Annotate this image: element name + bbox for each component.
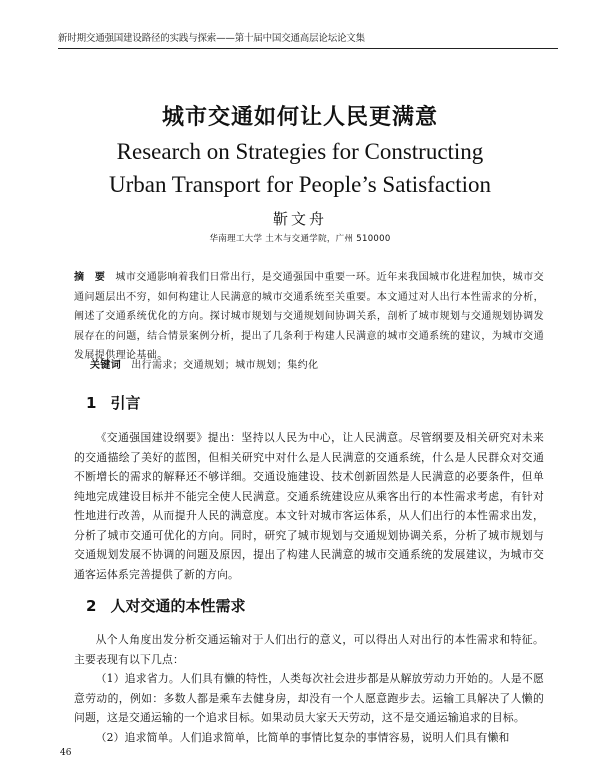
author-name: 靳文舟	[272, 210, 327, 228]
page-number: 46	[60, 748, 72, 758]
header-divider	[58, 48, 558, 49]
abstract-text: 城市交通影响着我们日常出行，是交通强国中重要一环。近年来我国城市化进程加快，城市交通问题层出不穷，如何构建让人民满意的城市交通系统至关重要。本文通过对人出行本性需求的分析，阐述了交通系统优化的方向。探讨城市规划与交通规划间协调关系，剖析了城市规划与交通规划协调发展存在的问题，结合情景案例分析，提出了几条利于构建人民满意的城市交通系统的建议，为城市交通发展提供理论基础。	[74, 272, 544, 361]
section-1-title: 引言	[110, 394, 141, 412]
abstract	[74, 268, 544, 366]
abstract-label: 摘 要	[74, 272, 106, 283]
keywords-text: 出行需求；交通规划；城市规划；集约化	[131, 360, 319, 371]
section-2-paragraph-1: 从个人角度出发分析交通运输对于人们出行的意义，可以得出人对出行的本性需求和特征。主要表现有以下几点：	[74, 633, 544, 666]
keywords	[90, 356, 550, 371]
section-1-number: 1	[86, 394, 97, 412]
running-header: 新时期交通强国建设路径的实践与探索——第十届中国交通高层论坛论文集	[58, 33, 365, 44]
section-2-paragraph-3: （2）追求简单。人们追求简单，比简单的事情比复杂的事情容易，说明人们具有懒和	[95, 731, 510, 744]
title-english-line-2: Urban Transport for People’s Satisfaction	[108, 172, 491, 197]
section-2-heading	[86, 595, 245, 616]
section-2-paragraph-2: （1）追求省力。人们具有懒的特性，人类每次社会进步都是从解放劳动力开始的。人是不愿意劳动的，例如：多数人都是乘车去健身房，却没有一个人愿意跑步去。运输工具解决了人懒的问题，这是交通运输的一个追求目标。如果动员大家天天劳动，这不是交通运输追求的目标。	[74, 672, 544, 724]
section-2-title: 人对交通的本性需求	[110, 597, 246, 615]
keywords-label: 关键词	[90, 360, 122, 371]
title-english-line-1: Research on Strategies for Constructing	[116, 139, 484, 164]
section-1-paragraph-1: 《交通强国建设纲要》提出：坚持以人民为中心，让人民满意。尽管纲要及相关研究对未来的交通描绘了美好的蓝图，但相关研究中对什么是人民满意的交通系统，什么是人民群众对交通不断增长的需求的解释还不够详细。交通设施建设、技术创新固然是人民满意的必要条件，但单纯地完成建设目标并不能完全使人民满意。交通系统建设应从乘客出行的本性需求考虑，有针对性地进行改善，从而提升人民的满意度。本文针对城市客运体系，从人们出行的本性需求出发，分析了城市交通可优化的方向。同时，研究了城市规划与交通规划协调关系，分析了城市规划与交通规划发展不协调的问题及原因，提出了构建人民满意的城市交通系统的发展建议，为城市交通客运体系完善提供了新的方向。	[74, 431, 544, 581]
author-affiliation: 华南理工大学 土木与交通学院，广州 510000	[209, 234, 391, 244]
title-chinese: 城市交通如何让人民更满意	[161, 105, 438, 130]
section-1-heading	[86, 392, 140, 413]
title-english	[0, 135, 600, 201]
section-2-number: 2	[86, 597, 97, 615]
